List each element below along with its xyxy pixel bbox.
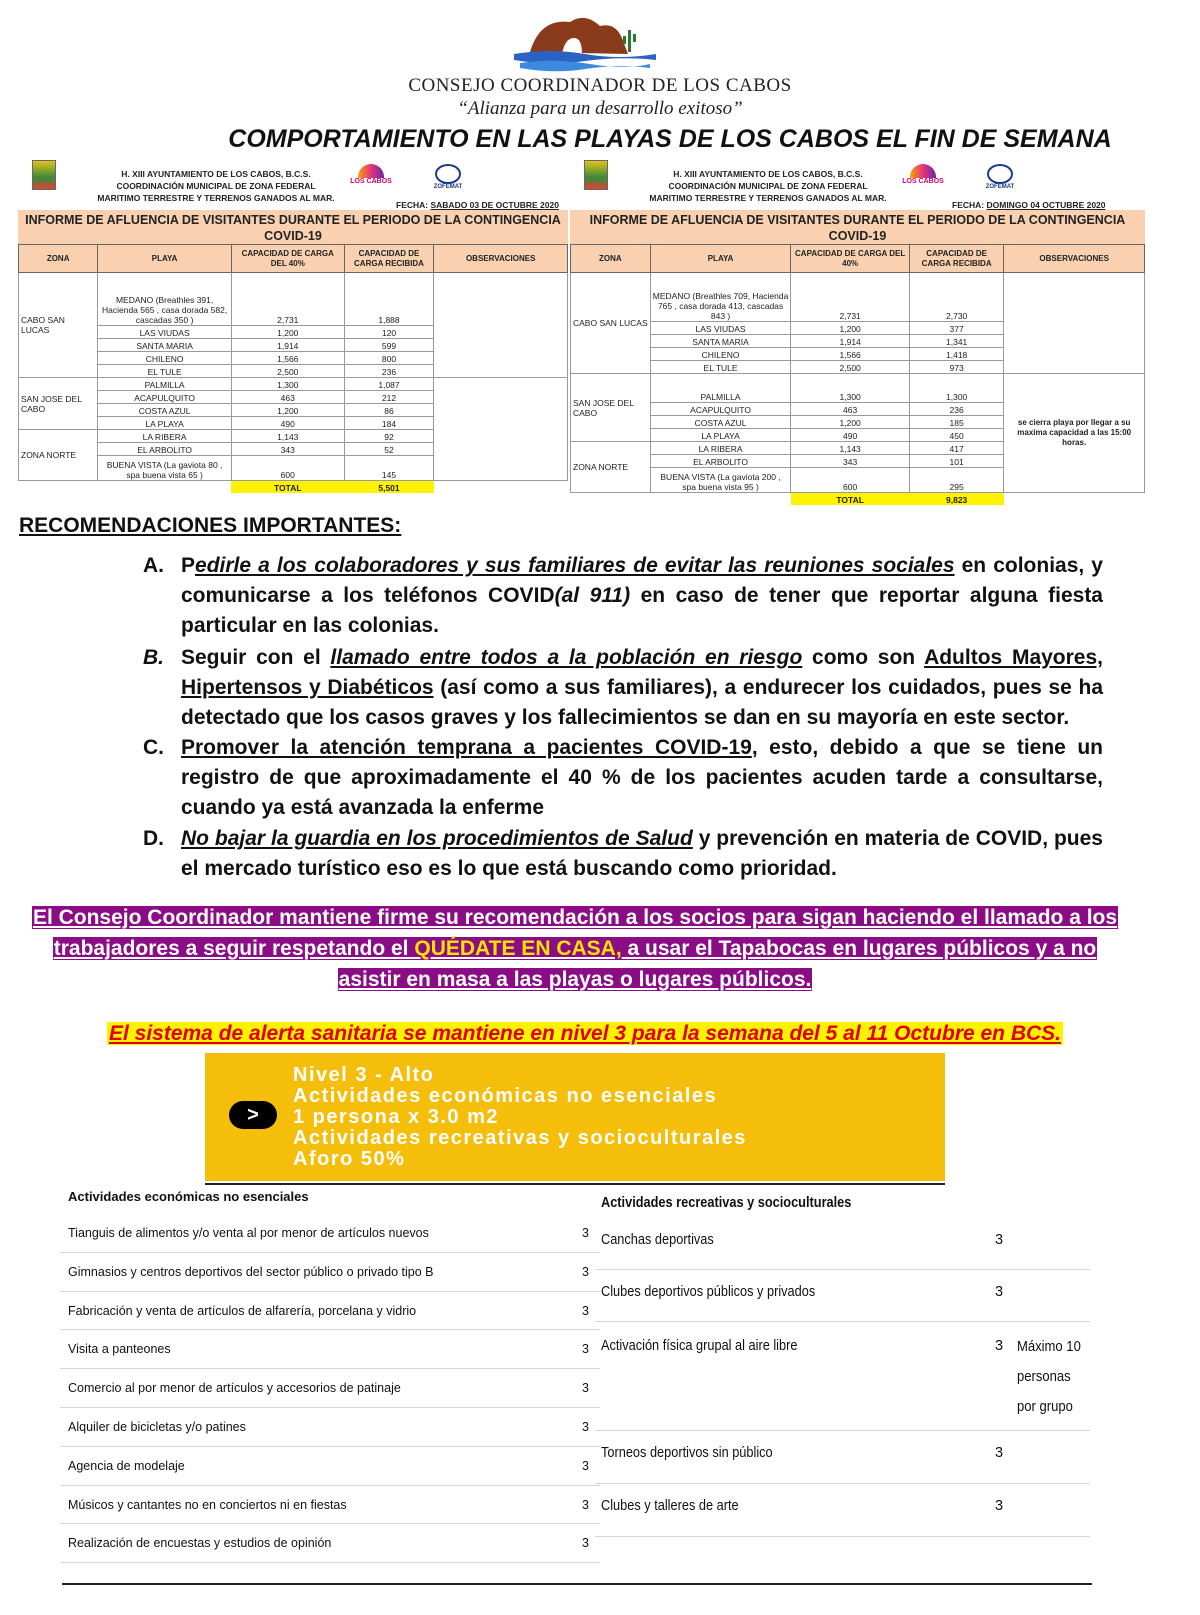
table-header xyxy=(19,245,568,273)
zofemat-icon xyxy=(987,164,1013,184)
total-value: 5,501 xyxy=(344,481,434,494)
capacity-40: 343 xyxy=(231,443,344,456)
beach-name: COSTA AZUL xyxy=(98,404,232,417)
logo-text: LOS CABOS xyxy=(350,178,392,185)
beach-name: PALMILLA xyxy=(650,374,791,403)
table-row xyxy=(19,273,568,326)
page-title: COMPORTAMIENTO EN LAS PLAYAS DE LOS CABOS EL FIN DE SEMANA xyxy=(228,125,1112,153)
date-value: SABADO 03 DE OCTUBRE 2020 xyxy=(430,200,559,210)
capacity-40: 600 xyxy=(791,468,910,493)
rec-text: llamado entre todos a la población en riesgo xyxy=(330,646,803,669)
list-item xyxy=(60,1330,600,1369)
rec-text: Promover la atención temprana a pacientes COVID-19 xyxy=(181,736,752,759)
column-header: CAPACIDAD DE CARGA DEL 40% xyxy=(231,245,344,273)
column-header: CAPACIDAD DE CARGA DEL 40% xyxy=(791,245,910,273)
beach-name: ACAPULQUITO xyxy=(98,391,232,404)
beach-name: MEDANO (Breathles 709, Hacienda 765 , casa dorada 413, cascadas 843 ) xyxy=(650,273,791,322)
report-department: H. XIII AYUNTAMIENTO DE LOS CABOS, B.C.S. COORDINACIÓN MUNICIPAL DE ZONA FEDERAL MARITIMO TERRESTRE Y TERRENOS GANADOS AL MAR. xyxy=(649,169,887,203)
column-header: ZONA xyxy=(19,245,98,273)
beach-name: COSTA AZUL xyxy=(650,416,791,429)
report-date xyxy=(396,200,559,210)
rec-text: como son xyxy=(802,646,925,669)
activities-economic-list xyxy=(60,1186,600,1563)
list-item xyxy=(595,1218,1090,1270)
recommendation-d xyxy=(143,824,1103,884)
date-label: FECHA: xyxy=(396,200,429,210)
consejo-notice xyxy=(20,902,1130,995)
activity-name: Visita a panteones xyxy=(68,1342,171,1357)
capacity-received: 120 xyxy=(344,326,434,339)
recommendation-c xyxy=(143,733,1103,823)
municipal-emblem-icon xyxy=(584,160,608,190)
capacity-received: 86 xyxy=(344,404,434,417)
activity-name: Canchas deportivas xyxy=(601,1232,714,1248)
date-value: DOMINGO 04 OCTUBRE 2020 xyxy=(986,200,1106,210)
activity-name: Realización de encuestas y estudios de opinión xyxy=(68,1536,332,1551)
capacity-40: 490 xyxy=(231,417,344,430)
beach-name: EL TULE xyxy=(650,361,791,374)
list-title: Actividades recreativas y socioculturales xyxy=(601,1195,852,1211)
activity-name: Clubes y talleres de arte xyxy=(601,1498,739,1514)
zofemat-logo xyxy=(428,164,468,194)
beach-name: BUENA VISTA (La gaviota 80 , spa buena vista 65 ) xyxy=(98,456,232,481)
column-header: CAPACIDAD DE CARGA RECIBIDA xyxy=(344,245,434,273)
beach-name: SANTA MARIA xyxy=(650,335,791,348)
activity-name: Alquiler de bicicletas y/o patines xyxy=(68,1419,246,1434)
rec-text: Seguir con el xyxy=(181,646,331,669)
table-row xyxy=(571,273,1145,322)
list-item xyxy=(60,1253,600,1292)
capacity-40: 1,143 xyxy=(231,430,344,443)
capacity-40: 1,200 xyxy=(231,404,344,417)
activity-level: 3 xyxy=(582,1458,589,1473)
report-department: H. XIII AYUNTAMIENTO DE LOS CABOS, B.C.S. COORDINACIÓN MUNICIPAL DE ZONA FEDERAL MARITIMO TERRESTRE Y TERRENOS GANADOS AL MAR. xyxy=(97,169,335,203)
beach-name: LA PLAYA xyxy=(98,417,232,430)
capacity-received: 236 xyxy=(909,403,1003,416)
beach-name: LA RIBERA xyxy=(98,430,232,443)
level-line: Nivel 3 - Alto xyxy=(293,1064,435,1086)
list-item xyxy=(595,1484,1090,1537)
activity-level: 3 xyxy=(582,1381,589,1396)
divider xyxy=(62,1583,1092,1585)
list-item xyxy=(60,1369,600,1408)
notice-text: a usar el Tapabocas en lugares públicos y a no asistir en masa a las playas o lugares públicos. xyxy=(338,937,1097,991)
capacity-40: 1,914 xyxy=(231,339,344,352)
column-header: ZONA xyxy=(571,245,651,273)
capacity-received: 92 xyxy=(344,430,434,443)
activity-name: Comercio al por menor de artículos y accesorios de patinaje xyxy=(68,1381,401,1396)
total-value: 9,823 xyxy=(909,493,1003,506)
capacity-received: 236 xyxy=(344,365,434,378)
beach-name: SANTA MARIA xyxy=(98,339,232,352)
activity-name: Clubes deportivos públicos y privados xyxy=(601,1284,816,1300)
rec-letter: A. xyxy=(143,554,164,577)
activity-level: 3 xyxy=(995,1284,1004,1300)
zone-cell: SAN JOSE DEL CABO xyxy=(571,374,651,442)
level-3-banner xyxy=(205,1053,945,1181)
activity-level: 3 xyxy=(582,1226,589,1240)
report-banner: INFORME DE AFLUENCIA DE VISITANTES DURANTE EL PERIODO DE LA CONTINGENCIA COVID-19 xyxy=(18,210,568,244)
observations-cell xyxy=(434,378,568,481)
capacity-received: 101 xyxy=(909,455,1003,468)
observations-cell xyxy=(434,273,568,378)
notice-text: El Consejo Coordinador mantiene firme su recomendación a los socios para sigan haciendo el llamado a los trabajadores a seguir respetando el xyxy=(32,906,1118,960)
beach-name: EL ARBOLITO xyxy=(650,455,791,468)
beach-name: LA PLAYA xyxy=(650,429,791,442)
capacity-received: 1,341 xyxy=(909,335,1003,348)
capacity-received: 1,300 xyxy=(909,374,1003,403)
logo-text: LOS CABOS xyxy=(902,178,944,185)
list-item xyxy=(60,1524,600,1563)
activity-level: 3 xyxy=(582,1497,589,1512)
rec-text: (así como a sus familiares), a endurecer los cuidados, pues se ha detectado que los casos graves y los fallecimientos se dan en su mayoría en este sector. xyxy=(181,676,1104,729)
zone-cell: ZONA NORTE xyxy=(571,442,651,493)
capacity-40: 2,731 xyxy=(791,273,910,322)
capacity-40: 1,300 xyxy=(791,374,910,403)
visitor-table xyxy=(570,244,1145,505)
capacity-40: 1,200 xyxy=(791,416,910,429)
capacity-received: 185 xyxy=(909,416,1003,429)
recommendations-title: RECOMENDACIONES IMPORTANTES: xyxy=(19,514,402,537)
capacity-40: 490 xyxy=(791,429,910,442)
capacity-received: 1,418 xyxy=(909,348,1003,361)
column-header: PLAYA xyxy=(98,245,232,273)
total-label: TOTAL xyxy=(231,481,344,494)
report-date xyxy=(952,200,1106,210)
capacity-received: 800 xyxy=(344,352,434,365)
activity-name: Fabricación y venta de artículos de alfarería, porcelana y vidrio xyxy=(68,1303,417,1318)
arrow-icon: > xyxy=(229,1101,277,1129)
list-item xyxy=(60,1486,600,1525)
rec-text: , esto, debido a que se tiene un registro de que aproximadamente el 40 % de los pacientes acuden tarde a consultarse, cuando ya está avanzada la enferme xyxy=(181,736,1104,819)
activity-name: Músicos y cantantes no en conciertos ni en fiestas xyxy=(68,1497,347,1512)
capacity-40: 463 xyxy=(231,391,344,404)
alert-level-notice xyxy=(0,1022,1170,1046)
rec-text: y prevención en materia de COVID, pues el mercado turístico eso es lo que está buscando como prioridad. xyxy=(181,827,1103,880)
beach-name: PALMILLA xyxy=(98,378,232,391)
empty-cell xyxy=(650,493,791,506)
capacity-received: 973 xyxy=(909,361,1003,374)
activity-name: Activación física grupal al aire libre xyxy=(601,1338,798,1354)
rec-text: edirle a los colaboradores y sus familiares de evitar las reuniones sociales xyxy=(195,554,955,577)
capacity-received: 2,730 xyxy=(909,273,1003,322)
capacity-received: 145 xyxy=(344,456,434,481)
capacity-40: 1,566 xyxy=(791,348,910,361)
rec-text: en colonias, y comunicarse a los teléfonos COVID xyxy=(181,554,1103,607)
beach-name: MEDANO (Breathles 391, Hacienda 565 , casa dorada 582, cascadas 350 ) xyxy=(98,273,232,326)
list-item xyxy=(60,1292,600,1331)
level-line: 1 persona x 3.0 m2 xyxy=(293,1106,499,1128)
date-label: FECHA: xyxy=(952,200,985,210)
activity-level: 3 xyxy=(582,1264,589,1279)
total-row xyxy=(571,493,1145,506)
capacity-received: 450 xyxy=(909,429,1003,442)
zone-cell: CABO SAN LUCAS xyxy=(571,273,651,374)
zone-cell: CABO SAN LUCAS xyxy=(19,273,98,378)
visitor-table xyxy=(18,244,568,493)
activity-level: 3 xyxy=(995,1445,1004,1461)
notice-highlight: QUÉDATE EN CASA, xyxy=(414,937,622,960)
table-header xyxy=(571,245,1145,273)
capacity-received: 212 xyxy=(344,391,434,404)
empty-cell xyxy=(434,481,568,494)
observations-cell xyxy=(1004,273,1145,374)
activity-level: 3 xyxy=(582,1342,589,1357)
empty-cell xyxy=(19,481,98,494)
empty-cell xyxy=(98,481,232,494)
recommendation-a xyxy=(143,551,1103,641)
zone-cell: SAN JOSE DEL CABO xyxy=(19,378,98,430)
capacity-40: 343 xyxy=(791,455,910,468)
consejo-logo xyxy=(510,8,660,76)
level-line: Actividades recreativas y socioculturales xyxy=(293,1127,747,1149)
list-item xyxy=(595,1431,1090,1484)
activity-level: 3 xyxy=(582,1303,589,1318)
capacity-received: 417 xyxy=(909,442,1003,455)
zofemat-icon xyxy=(435,164,461,184)
beach-name: CHILENO xyxy=(98,352,232,365)
zofemat-logo xyxy=(980,164,1020,194)
zofemat-text: ZOFEMAT xyxy=(985,184,1015,190)
beach-name: LAS VIUDAS xyxy=(98,326,232,339)
org-name: CONSEJO COORDINADOR DE LOS CABOS xyxy=(408,75,792,96)
observations-cell: se cierra playa por llegar a su maxima capacidad a las 15:00 horas. xyxy=(1004,374,1145,493)
alert-text: El sistema de alerta sanitaria se mantiene en nivel 3 para la semana del 5 al 11 Octubre en BCS. xyxy=(108,1022,1062,1045)
capacity-received: 52 xyxy=(344,443,434,456)
capacity-40: 1,143 xyxy=(791,442,910,455)
rec-text: (al 911) xyxy=(554,584,631,607)
beach-name: LAS VIUDAS xyxy=(650,322,791,335)
list-item xyxy=(60,1447,600,1486)
beach-name: ACAPULQUITO xyxy=(650,403,791,416)
capacity-40: 1,914 xyxy=(791,335,910,348)
rec-letter: D. xyxy=(143,827,164,850)
capacity-40: 1,300 xyxy=(231,378,344,391)
capacity-40: 600 xyxy=(231,456,344,481)
list-item xyxy=(60,1408,600,1447)
list-title: Actividades económicas no esenciales xyxy=(68,1189,309,1204)
activity-level: 3 xyxy=(995,1498,1004,1514)
sun-icon xyxy=(910,164,936,178)
column-header: OBSERVACIONES xyxy=(1004,245,1145,273)
los-cabos-logo xyxy=(348,164,394,190)
zofemat-text: ZOFEMAT xyxy=(433,184,463,190)
beach-name: EL TULE xyxy=(98,365,232,378)
zone-cell: ZONA NORTE xyxy=(19,430,98,481)
los-cabos-logo xyxy=(900,164,946,190)
activity-level: 3 xyxy=(995,1338,1004,1354)
org-slogan: “Alianza para un desarrollo exitoso” xyxy=(457,98,743,119)
capacity-40: 2,500 xyxy=(791,361,910,374)
column-header: CAPACIDAD DE CARGA RECIBIDA xyxy=(909,245,1003,273)
capacity-received: 295 xyxy=(909,468,1003,493)
empty-cell xyxy=(1004,493,1145,506)
capacity-received: 184 xyxy=(344,417,434,430)
rec-text: en caso de tener que reportar alguna fiesta particular en las colonias. xyxy=(181,584,1103,637)
beach-name: LA RIBERA xyxy=(650,442,791,455)
capacity-received: 1,087 xyxy=(344,378,434,391)
capacity-received: 377 xyxy=(909,322,1003,335)
column-header: PLAYA xyxy=(650,245,791,273)
table-row xyxy=(571,374,1145,403)
capacity-received: 1,888 xyxy=(344,273,434,326)
capacity-40: 2,731 xyxy=(231,273,344,326)
activity-level: 3 xyxy=(995,1232,1004,1248)
rec-text: No bajar la guardia en los procedimientos de Salud xyxy=(181,827,693,850)
report-sunday xyxy=(570,158,1145,530)
capacity-40: 1,200 xyxy=(231,326,344,339)
sun-icon xyxy=(358,164,384,178)
empty-cell xyxy=(571,493,651,506)
capacity-40: 1,566 xyxy=(231,352,344,365)
capacity-40: 2,500 xyxy=(231,365,344,378)
total-label: TOTAL xyxy=(791,493,910,506)
beach-name: BUENA VISTA (La gaviota 200 , spa buena vista 95 ) xyxy=(650,468,791,493)
rec-text: P xyxy=(181,554,196,577)
level-line: Actividades económicas no esenciales xyxy=(293,1085,718,1107)
activity-note: Máximo 10 personas por grupo xyxy=(1017,1339,1081,1415)
total-row xyxy=(19,481,568,494)
rec-letter: B. xyxy=(143,646,164,669)
beach-name: EL ARBOLITO xyxy=(98,443,232,456)
column-header: OBSERVACIONES xyxy=(434,245,568,273)
activity-level: 3 xyxy=(582,1536,589,1551)
list-item xyxy=(60,1214,600,1253)
municipal-emblem-icon xyxy=(32,160,56,190)
activity-name: Tianguis de alimentos y/o venta al por menor de artículos nuevos xyxy=(68,1226,429,1240)
level-banner-text xyxy=(293,1065,747,1170)
activity-name: Torneos deportivos sin público xyxy=(601,1445,773,1461)
capacity-40: 463 xyxy=(791,403,910,416)
level-line: Aforo 50% xyxy=(293,1148,406,1170)
divider xyxy=(205,1183,945,1185)
table-row xyxy=(19,378,568,391)
activity-level: 3 xyxy=(582,1419,589,1434)
rec-text: Adultos Mayores, Hipertensos y Diabéticos xyxy=(181,646,1103,699)
activity-name: Agencia de modelaje xyxy=(68,1458,185,1473)
beach-name: CHILENO xyxy=(650,348,791,361)
activities-recreational-list xyxy=(595,1188,1090,1537)
report-saturday xyxy=(18,158,568,530)
list-item xyxy=(595,1270,1090,1322)
report-banner: INFORME DE AFLUENCIA DE VISITANTES DURANTE EL PERIODO DE LA CONTINGENCIA COVID-19 xyxy=(570,210,1145,244)
list-item xyxy=(595,1322,1090,1431)
activity-name: Gimnasios y centros deportivos del sector público o privado tipo B xyxy=(68,1264,434,1279)
capacity-received: 599 xyxy=(344,339,434,352)
rec-letter: C. xyxy=(143,736,164,759)
recommendation-b xyxy=(143,643,1103,733)
capacity-40: 1,200 xyxy=(791,322,910,335)
